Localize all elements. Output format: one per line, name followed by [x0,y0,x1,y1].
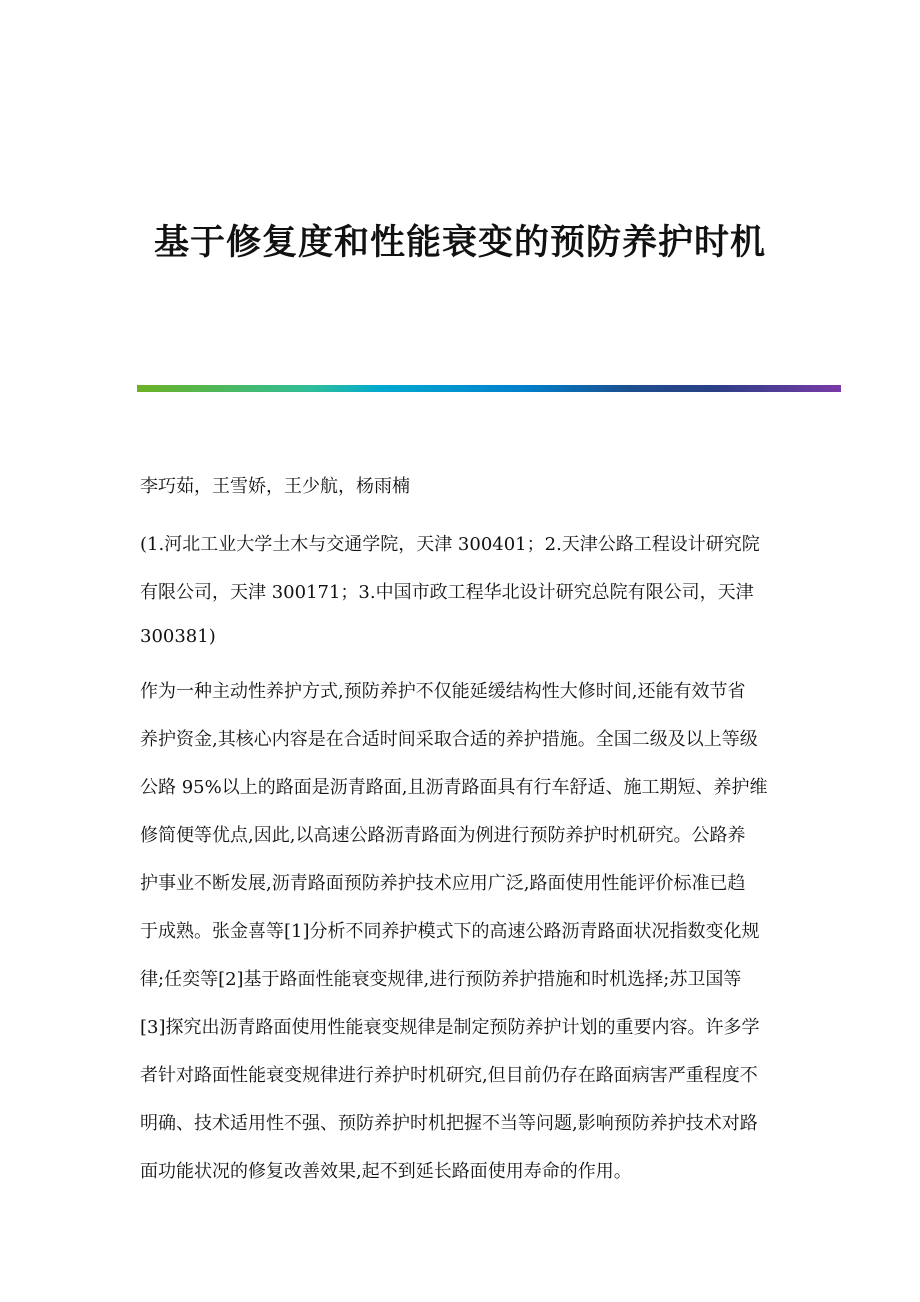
affiliation-line: 300381) [140,626,216,647]
body-line: 修简便等优点,因此,以高速公路沥青路面为例进行预防养护时机研究。公路养 [140,825,746,846]
body-line: 律;任奕等[2]基于路面性能衰变规律,进行预防养护措施和时机选择;苏卫国等 [140,969,742,990]
affiliation-line: 有限公司，天津 300171；3.中国市政工程华北设计研究总院有限公司，天津 [140,582,754,603]
body-line: 公路 95%以上的路面是沥青路面,且沥青路面具有行车舒适、施工期短、养护维 [140,777,768,798]
body-line: 于成熟。张金喜等[1]分析不同养护模式下的高速公路沥青路面状况指数变化规 [140,921,760,942]
body-line: 作为一种主动性养护方式,预防养护不仅能延缓结构性大修时间,还能有效节省 [140,681,746,702]
body-line: 面功能状况的修复改善效果,起不到延长路面使用寿命的作用。 [140,1161,632,1182]
body-line: [3]探究出沥青路面使用性能衰变规律是制定预防养护计划的重要内容。许多学 [140,1017,760,1038]
body-line: 养护资金,其核心内容是在合适时间采取合适的养护措施。全国二级及以上等级 [140,729,758,750]
gradient-divider [137,385,841,392]
body-line: 者针对路面性能衰变规律进行养护时机研究,但目前仍存在路面病害严重程度不 [140,1065,758,1086]
affiliation-line: (1.河北工业大学土木与交通学院，天津 300401；2.天津公路工程设计研究院 [140,534,760,555]
authors: 李巧茹，王雪娇，王少航，杨雨楠 [140,476,410,497]
document-title: 基于修复度和性能衰变的预防养护时机 [153,222,766,263]
body-line: 护事业不断发展,沥青路面预防养护技术应用广泛,路面使用性能评价标准已趋 [140,873,746,894]
body-line: 明确、技术适用性不强、预防养护时机把握不当等问题,影响预防养护技术对路 [140,1113,758,1134]
